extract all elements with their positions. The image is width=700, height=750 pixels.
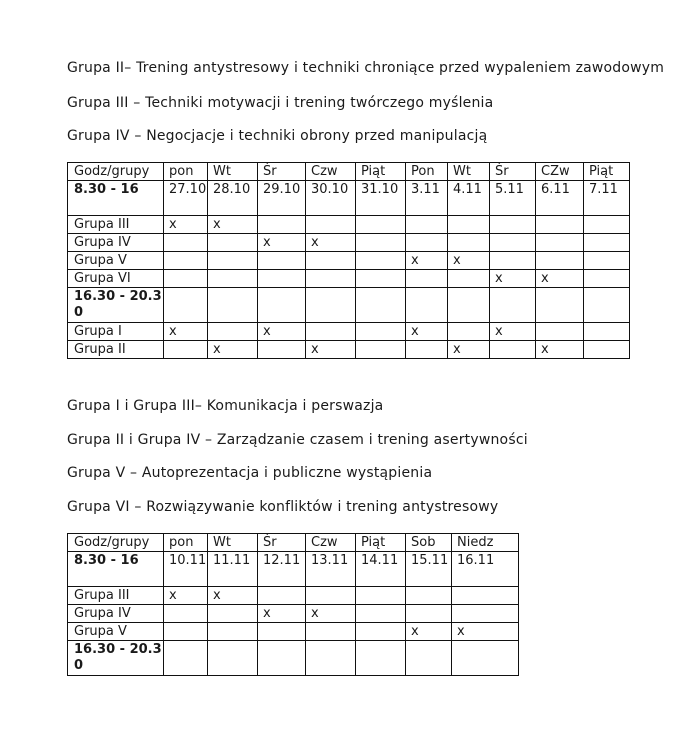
schedule-cell: x [164, 323, 208, 341]
schedule-cell [584, 216, 630, 234]
schedule-cell: x [490, 323, 536, 341]
schedule-cell [406, 605, 452, 623]
group-label: Grupa IV [68, 234, 164, 252]
schedule-cell [306, 216, 356, 234]
schedule-cell [584, 252, 630, 270]
header-cell-label: Godz/grupy [68, 163, 164, 181]
schedule-cell: x [164, 587, 208, 605]
schedule-cell [584, 341, 630, 359]
time-slot-label: 16.30 - 20.30 [68, 641, 164, 676]
header-cell-day: Piąt [584, 163, 630, 181]
schedule-cell [490, 216, 536, 234]
group-label: Grupa III [68, 587, 164, 605]
schedule-cell [448, 270, 490, 288]
date-cell [164, 641, 208, 676]
group-label: Grupa III [68, 216, 164, 234]
schedule-cell [164, 623, 208, 641]
schedule-cell [164, 252, 208, 270]
schedule-table-1 [67, 162, 630, 359]
schedule-cell [406, 341, 448, 359]
schedule-cell [306, 623, 356, 641]
date-cell [448, 288, 490, 323]
header-cell-day: pon [164, 163, 208, 181]
schedule-cell [208, 234, 258, 252]
header-cell-day: Pon [406, 163, 448, 181]
date-cell: 13.11 [306, 552, 356, 587]
header-cell-day: Niedz [452, 534, 519, 552]
date-cell [584, 288, 630, 323]
schedule-cell [536, 216, 584, 234]
schedule-cell: x [208, 216, 258, 234]
schedule-cell [258, 623, 306, 641]
date-cell: 4.11 [448, 181, 490, 216]
schedule-cell [306, 270, 356, 288]
schedule-cell [406, 587, 452, 605]
schedule-cell: x [208, 587, 258, 605]
schedule-cell: x [452, 623, 519, 641]
schedule-cell [452, 587, 519, 605]
date-cell [258, 288, 306, 323]
date-cell: 16.11 [452, 552, 519, 587]
schedule-cell [306, 323, 356, 341]
header-cell-day: pon [164, 534, 208, 552]
header-row [68, 163, 630, 181]
schedule-cell [584, 270, 630, 288]
schedule-cell [448, 216, 490, 234]
time-slot-row [68, 288, 630, 323]
header-cell-day: Śr [258, 163, 306, 181]
header-cell-day: Czw [306, 163, 356, 181]
schedule-cell [258, 216, 306, 234]
schedule-cell [356, 216, 406, 234]
header-row [68, 534, 519, 552]
time-slot-label: 16.30 - 20.30 [68, 288, 164, 323]
intro-line-group-iii: Grupa III – Techniki motywacji i trening twórczego myślenia [67, 95, 494, 111]
date-cell [164, 288, 208, 323]
schedule-cell [208, 323, 258, 341]
schedule-cell: x [406, 623, 452, 641]
schedule-cell: x [258, 234, 306, 252]
date-cell [490, 288, 536, 323]
schedule-cell [306, 252, 356, 270]
topic-line-group-vi: Grupa VI – Rozwiązywanie konfliktów i trening antystresowy [67, 499, 499, 515]
date-cell: 12.11 [258, 552, 306, 587]
schedule-cell [164, 234, 208, 252]
time-slot-label: 8.30 - 16 [68, 181, 164, 216]
schedule-cell [536, 323, 584, 341]
group-label: Grupa V [68, 252, 164, 270]
schedule-cell [356, 270, 406, 288]
schedule-cell: x [306, 341, 356, 359]
topic-line-group-i-iii: Grupa I i Grupa III– Komunikacja i perswazja [67, 398, 384, 414]
group-row [68, 234, 630, 252]
date-cell [536, 288, 584, 323]
date-cell [306, 288, 356, 323]
schedule-cell [490, 234, 536, 252]
schedule-cell [258, 341, 306, 359]
schedule-cell: x [406, 252, 448, 270]
topic-line-group-ii-iv: Grupa II i Grupa IV – Zarządzanie czasem i trening asertywności [67, 432, 528, 448]
schedule-cell [584, 234, 630, 252]
date-cell: 28.10 [208, 181, 258, 216]
schedule-cell [452, 605, 519, 623]
header-cell-day: Śr [258, 534, 306, 552]
date-cell: 6.11 [536, 181, 584, 216]
header-cell-day: Wt [208, 163, 258, 181]
header-cell-day: Wt [208, 534, 258, 552]
date-cell [208, 641, 258, 676]
date-cell [356, 641, 406, 676]
schedule-cell: x [490, 270, 536, 288]
date-cell: 7.11 [584, 181, 630, 216]
schedule-cell: x [258, 323, 306, 341]
header-cell-day: CZw [536, 163, 584, 181]
schedule-cell: x [306, 605, 356, 623]
schedule-cell: x [448, 252, 490, 270]
schedule-cell [356, 587, 406, 605]
schedule-cell [258, 270, 306, 288]
schedule-cell [258, 252, 306, 270]
schedule-cell [208, 623, 258, 641]
schedule-cell: x [258, 605, 306, 623]
schedule-cell: x [406, 323, 448, 341]
date-cell [406, 288, 448, 323]
schedule-cell: x [536, 270, 584, 288]
intro-line-group-ii: Grupa II– Trening antystresowy i techniki chroniące przed wypaleniem zawodowym [67, 60, 665, 76]
date-cell: 15.11 [406, 552, 452, 587]
date-cell: 5.11 [490, 181, 536, 216]
date-cell [452, 641, 519, 676]
schedule-cell [406, 270, 448, 288]
group-row [68, 323, 630, 341]
date-cell: 11.11 [208, 552, 258, 587]
header-cell-day: Śr [490, 163, 536, 181]
date-cell [208, 288, 258, 323]
date-cell: 27.10 [164, 181, 208, 216]
group-label: Grupa II [68, 341, 164, 359]
schedule-cell [490, 341, 536, 359]
group-label: Grupa V [68, 623, 164, 641]
schedule-cell [208, 252, 258, 270]
header-cell-day: Czw [306, 534, 356, 552]
schedule-cell [164, 270, 208, 288]
schedule-cell [164, 341, 208, 359]
schedule-cell: x [208, 341, 258, 359]
time-slot-label: 8.30 - 16 [68, 552, 164, 587]
date-cell: 3.11 [406, 181, 448, 216]
group-row [68, 587, 519, 605]
header-cell-day: Sob [406, 534, 452, 552]
header-cell-day: Piąt [356, 534, 406, 552]
schedule-cell [356, 252, 406, 270]
schedule-cell [356, 605, 406, 623]
group-row [68, 270, 630, 288]
schedule-cell [208, 605, 258, 623]
schedule-cell: x [164, 216, 208, 234]
schedule-cell [356, 341, 406, 359]
header-cell-day: Piąt [356, 163, 406, 181]
schedule-cell [356, 323, 406, 341]
schedule-cell: x [448, 341, 490, 359]
time-slot-row [68, 552, 519, 587]
header-cell-day: Wt [448, 163, 490, 181]
schedule-cell [258, 587, 306, 605]
date-cell [406, 641, 452, 676]
schedule-cell [490, 252, 536, 270]
date-cell: 31.10 [356, 181, 406, 216]
group-label: Grupa I [68, 323, 164, 341]
schedule-cell: x [536, 341, 584, 359]
schedule-cell [536, 234, 584, 252]
date-cell [356, 288, 406, 323]
date-cell: 29.10 [258, 181, 306, 216]
date-cell: 10.11 [164, 552, 208, 587]
schedule-cell [164, 605, 208, 623]
schedule-cell [306, 587, 356, 605]
date-cell [306, 641, 356, 676]
schedule-cell [356, 623, 406, 641]
topic-line-group-v: Grupa V – Autoprezentacja i publiczne wystąpienia [67, 465, 433, 481]
group-row [68, 216, 630, 234]
schedule-table-2 [67, 533, 519, 676]
schedule-cell [208, 270, 258, 288]
date-cell: 14.11 [356, 552, 406, 587]
schedule-cell [448, 234, 490, 252]
group-label: Grupa VI [68, 270, 164, 288]
group-label: Grupa IV [68, 605, 164, 623]
schedule-cell [584, 323, 630, 341]
schedule-cell [356, 234, 406, 252]
schedule-cell [448, 323, 490, 341]
intro-line-group-iv: Grupa IV – Negocjacje i techniki obrony przed manipulacją [67, 128, 488, 144]
header-cell-label: Godz/grupy [68, 534, 164, 552]
schedule-cell [406, 234, 448, 252]
schedule-cell [536, 252, 584, 270]
group-row [68, 623, 519, 641]
group-row [68, 341, 630, 359]
group-row [68, 605, 519, 623]
group-row [68, 252, 630, 270]
schedule-cell: x [306, 234, 356, 252]
date-cell [258, 641, 306, 676]
date-cell: 30.10 [306, 181, 356, 216]
schedule-cell [406, 216, 448, 234]
time-slot-row [68, 181, 630, 216]
time-slot-row [68, 641, 519, 676]
